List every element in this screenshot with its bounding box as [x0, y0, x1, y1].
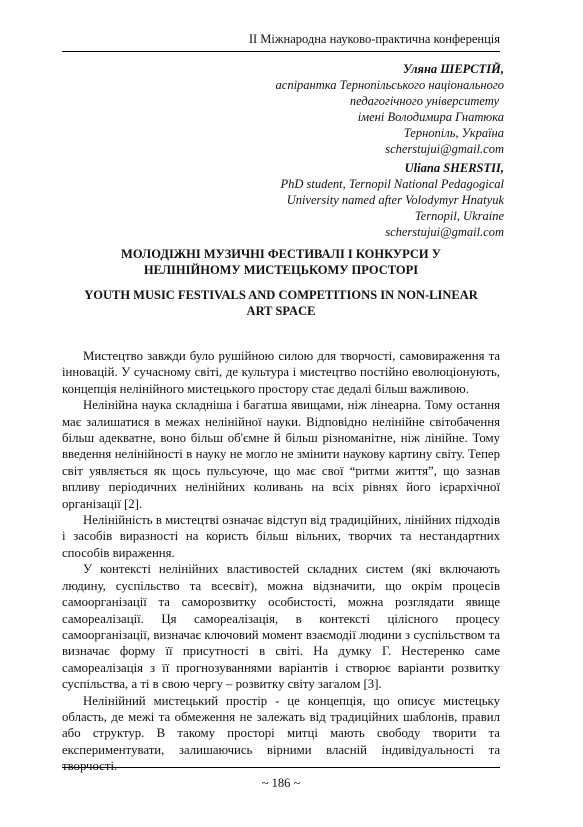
author-name-en: Uliana SHERSTII, [404, 161, 504, 175]
author-location-uk: Тернопіль, Україна [403, 126, 504, 140]
footer-rule [62, 767, 500, 768]
body-paragraph: Нелінійний мистецький простір - це концепція, що описує мистецьку область, де межі та обмеження не залежать від традиційних шаблонів, правил або структур. В такому просторі митці мають свободу творити та експериментувати, залишаючись вірними власній індивідуальності та творчості. [62, 693, 500, 774]
body-paragraph: Нелінійна наука складніша і багатша явищами, ніж лінеарна. Тому остання має залишатися в межах нелінійної науки. Відповідно нелінійне світобачення більш адекватне, воно більш об'ємне й більш різноманітне, ніж лінійне. Тому введення нелінійності в науку не могло не змінити наукову картину світу. Тепер світ уявляється як щось пульсуюче, що має свої “ритми життя”, що зазнав впливу періодичних нелінійних коливань на всіх рівнях його ієрархічної організації [2]. [62, 398, 500, 511]
author-block-ukrainian [276, 61, 504, 157]
page-number: ~ 186 ~ [261, 776, 301, 790]
author-name-uk: Уляна ШЕРСТІЙ, [403, 62, 504, 76]
author-affiliation-en-line: PhD student, Ternopil National Pedagogical [280, 177, 504, 191]
body-paragraph: Нелінійність в мистецтві означає відступ від традиційних, лінійних підходів і засобів виразності на користь більш вільних, творчих та нестандартних способів вираження. [62, 513, 500, 560]
article-body [62, 348, 500, 775]
title-uk-line: МОЛОДІЖНІ МУЗИЧНІ ФЕСТИВАЛІ І КОНКУРСИ У [121, 247, 441, 261]
author-affiliation-uk-line: педагогічного університету [349, 94, 499, 108]
author-affiliation-uk-line: імені Володимира Гнатюка [357, 110, 504, 124]
body-paragraph: У контексті нелінійних властивостей складних систем (які включають людину, суспільство та всесвіт), можна відзначити, що окрім процесів самоорганізації та саморозвитку особистості, можна розглядати явище самореалізації. Ця самореалізація, в контексті цілісного процесу самоорганізації, визначає ключовий момент взаємодії людини з суспільством та визначає форму її присутності в світі. На думку Г. Нестеренко саме самореалізація з її прогнозуваннями варіантів і створює варіанти розвитку суспільства, а ті в свою чергу – розвитку світу загалом [3]. [62, 562, 500, 692]
author-location-en: Ternopil, Ukraine [414, 209, 504, 223]
title-ukrainian [62, 246, 500, 278]
author-block-english [281, 160, 505, 240]
body-paragraph: Мистецтво завжди було рушійною силою для творчості, самовираження та інновацій. У сучасному світі, де культура і мистецтво постійно еволюціонують, концепція нелінійного мистецького простору стає дедалі більш важливою. [62, 349, 500, 396]
title-en-line: ART SPACE [246, 304, 316, 318]
running-header: ІІ Міжнародна науково-практична конференція [248, 32, 500, 46]
header-rule [62, 51, 500, 52]
title-en-line: YOUTH MUSIC FESTIVALS AND COMPETITIONS IN NON-LINEAR [84, 288, 478, 302]
title-english [62, 287, 500, 319]
author-email-en: scherstujui@gmail.com [385, 225, 504, 239]
author-affiliation-en-line: University named after Volodymyr Hnatyuk [286, 193, 504, 207]
author-email-uk: scherstujui@gmail.com [385, 142, 504, 156]
title-uk-line: НЕЛІНІЙНОМУ МИСТЕЦЬКОМУ ПРОСТОРІ [143, 263, 419, 277]
author-affiliation-uk-line: аспірантка Тернопільського національного [275, 78, 504, 92]
